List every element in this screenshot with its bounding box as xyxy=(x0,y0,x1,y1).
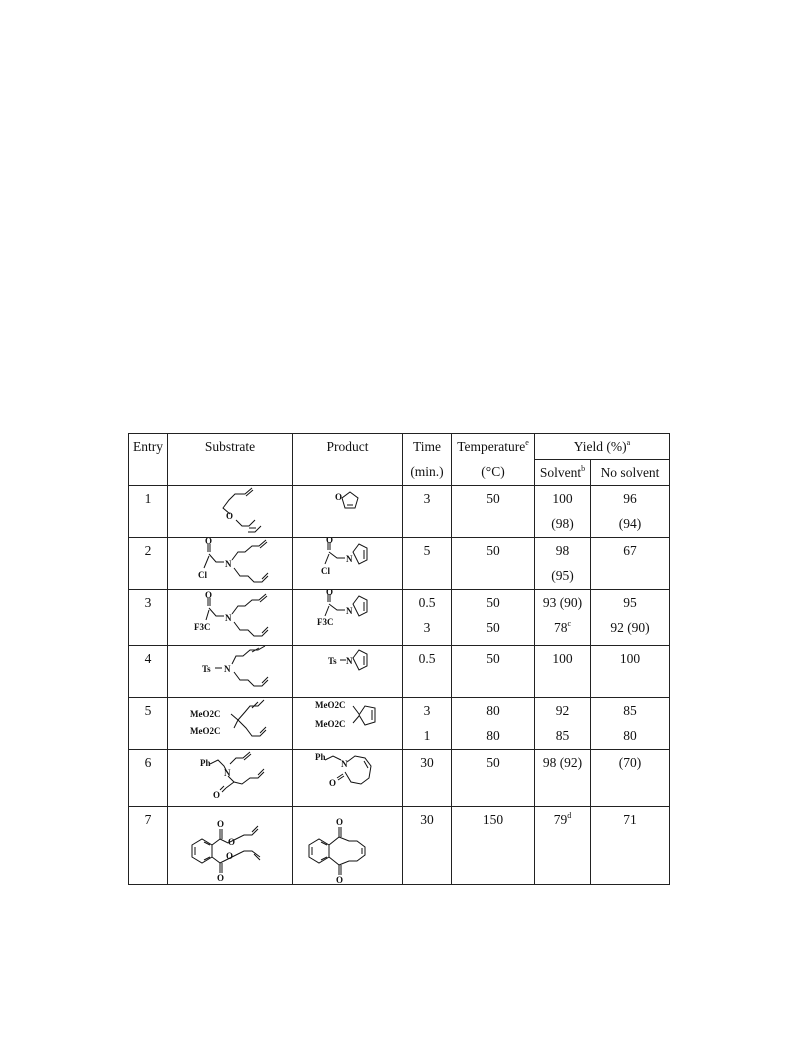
oxygen-atom-label: O xyxy=(213,790,221,800)
nitrogen-atom-label: N xyxy=(224,664,231,674)
table-row xyxy=(129,486,670,538)
time-cell: 30 xyxy=(403,750,452,807)
nitrogen-atom-label: N xyxy=(225,613,232,623)
temperature-cell: 150 xyxy=(452,807,535,885)
table-row xyxy=(129,590,670,646)
no-solvent-yield-cell: (70) xyxy=(591,750,670,807)
substrate-structure xyxy=(168,646,293,698)
solvent-yield-cell: 92 85 xyxy=(535,698,591,750)
temperature-cell: 50 xyxy=(452,486,535,538)
oxygen-atom-label: O xyxy=(217,819,225,829)
phenyl-label: Ph xyxy=(315,752,326,762)
temperature-cell: 50 xyxy=(452,646,535,698)
ester-group-label: MeO2C xyxy=(315,700,346,710)
solvent-yield-cell: 100 (98) xyxy=(535,486,591,538)
time-cell: 0.5 xyxy=(403,646,452,698)
header-product: Product xyxy=(293,434,403,486)
oxygen-atom-label: O xyxy=(217,873,225,883)
no-solvent-yield-cell: 96 (94) xyxy=(591,486,670,538)
oxygen-atom-label: O xyxy=(205,590,213,600)
temperature-cell: 50 xyxy=(452,538,535,590)
table-row xyxy=(129,698,670,750)
solvent-yield-cell: 98 (95) xyxy=(535,538,591,590)
no-solvent-yield-cell: 71 xyxy=(591,807,670,885)
trifluoromethyl-label: F3C xyxy=(194,622,211,632)
chlorine-atom-label: Cl xyxy=(198,570,207,580)
oxygen-atom-label: O xyxy=(226,511,234,521)
substrate-structure xyxy=(168,698,293,750)
ester-group-label: MeO2C xyxy=(190,726,221,736)
entry-cell: 3 xyxy=(129,590,168,646)
header-row-1 xyxy=(129,434,670,460)
ester-group-label: MeO2C xyxy=(190,709,221,719)
time-cell: 0.5 3 xyxy=(403,590,452,646)
solvent-yield-cell: 100 xyxy=(535,646,591,698)
oxygen-atom-label: O xyxy=(336,875,344,883)
oxygen-atom-label: O xyxy=(336,817,344,827)
header-temperature: Temperature$^e$ (°C) xyxy=(452,434,535,486)
nitrogen-atom-label: N xyxy=(346,656,353,666)
chlorine-atom-label: Cl xyxy=(321,566,330,576)
no-solvent-yield-cell: 95 92 (90) xyxy=(591,590,670,646)
table-row xyxy=(129,750,670,807)
product-structure xyxy=(293,698,403,750)
entry-cell: 2 xyxy=(129,538,168,590)
header-time: Time (min.) xyxy=(403,434,452,486)
oxygen-atom-label: O xyxy=(326,590,334,597)
header-yield: Yield (%)$^a$ xyxy=(535,434,670,460)
oxygen-atom-label: O xyxy=(205,538,213,546)
oxygen-atom-label: O xyxy=(326,538,334,545)
header-solvent: Solvent$^b$ xyxy=(535,460,591,486)
entry-cell: 4 xyxy=(129,646,168,698)
time-cell: 30 xyxy=(403,807,452,885)
substrate-structure xyxy=(168,807,293,885)
substrate-structure xyxy=(168,750,293,807)
time-cell: 3 xyxy=(403,486,452,538)
solvent-yield-cell: 79$^d$ xyxy=(535,807,591,885)
tosyl-label: Ts xyxy=(328,656,337,666)
nitrogen-atom-label: N xyxy=(346,554,353,564)
nitrogen-atom-label: N xyxy=(225,559,232,569)
entry-cell: 6 xyxy=(129,750,168,807)
oxygen-atom-label: O xyxy=(226,851,234,861)
trifluoromethyl-label: F3C xyxy=(317,617,334,627)
ester-group-label: MeO2C xyxy=(315,719,346,729)
header-substrate: Substrate xyxy=(168,434,293,486)
entry-cell: 5 xyxy=(129,698,168,750)
substrate-structure xyxy=(168,590,293,646)
oxygen-atom-label: O xyxy=(228,837,236,847)
product-structure xyxy=(293,646,403,698)
temperature-cell: 80 80 xyxy=(452,698,535,750)
oxygen-atom-label: O xyxy=(335,492,343,502)
no-solvent-yield-cell: 85 80 xyxy=(591,698,670,750)
tosyl-label: Ts xyxy=(202,664,211,674)
nitrogen-atom-label: N xyxy=(341,759,348,769)
header-no-solvent: No solvent xyxy=(591,460,670,486)
table-row xyxy=(129,538,670,590)
phenyl-label: Ph xyxy=(200,758,211,768)
solvent-yield-cell: 98 (92) xyxy=(535,750,591,807)
table-row xyxy=(129,807,670,885)
reaction-table xyxy=(128,433,670,885)
temperature-cell: 50 50 xyxy=(452,590,535,646)
nitrogen-atom-label: N xyxy=(224,768,231,778)
time-cell: 5 xyxy=(403,538,452,590)
temperature-cell: 50 xyxy=(452,750,535,807)
oxygen-atom-label: O xyxy=(329,778,337,788)
product-structure xyxy=(293,590,403,646)
header-entry: Entry xyxy=(129,434,168,486)
product-structure xyxy=(293,807,403,885)
product-structure xyxy=(293,486,403,538)
product-structure xyxy=(293,538,403,590)
nitrogen-atom-label: N xyxy=(346,606,353,616)
no-solvent-yield-cell: 100 xyxy=(591,646,670,698)
entry-cell: 1 xyxy=(129,486,168,538)
entry-cell: 7 xyxy=(129,807,168,885)
no-solvent-yield-cell: 67 xyxy=(591,538,670,590)
product-structure xyxy=(293,750,403,807)
time-cell: 3 1 xyxy=(403,698,452,750)
solvent-yield-cell: 93 (90) 78$^c$ xyxy=(535,590,591,646)
substrate-structure xyxy=(168,486,293,538)
substrate-structure xyxy=(168,538,293,590)
table-row xyxy=(129,646,670,698)
